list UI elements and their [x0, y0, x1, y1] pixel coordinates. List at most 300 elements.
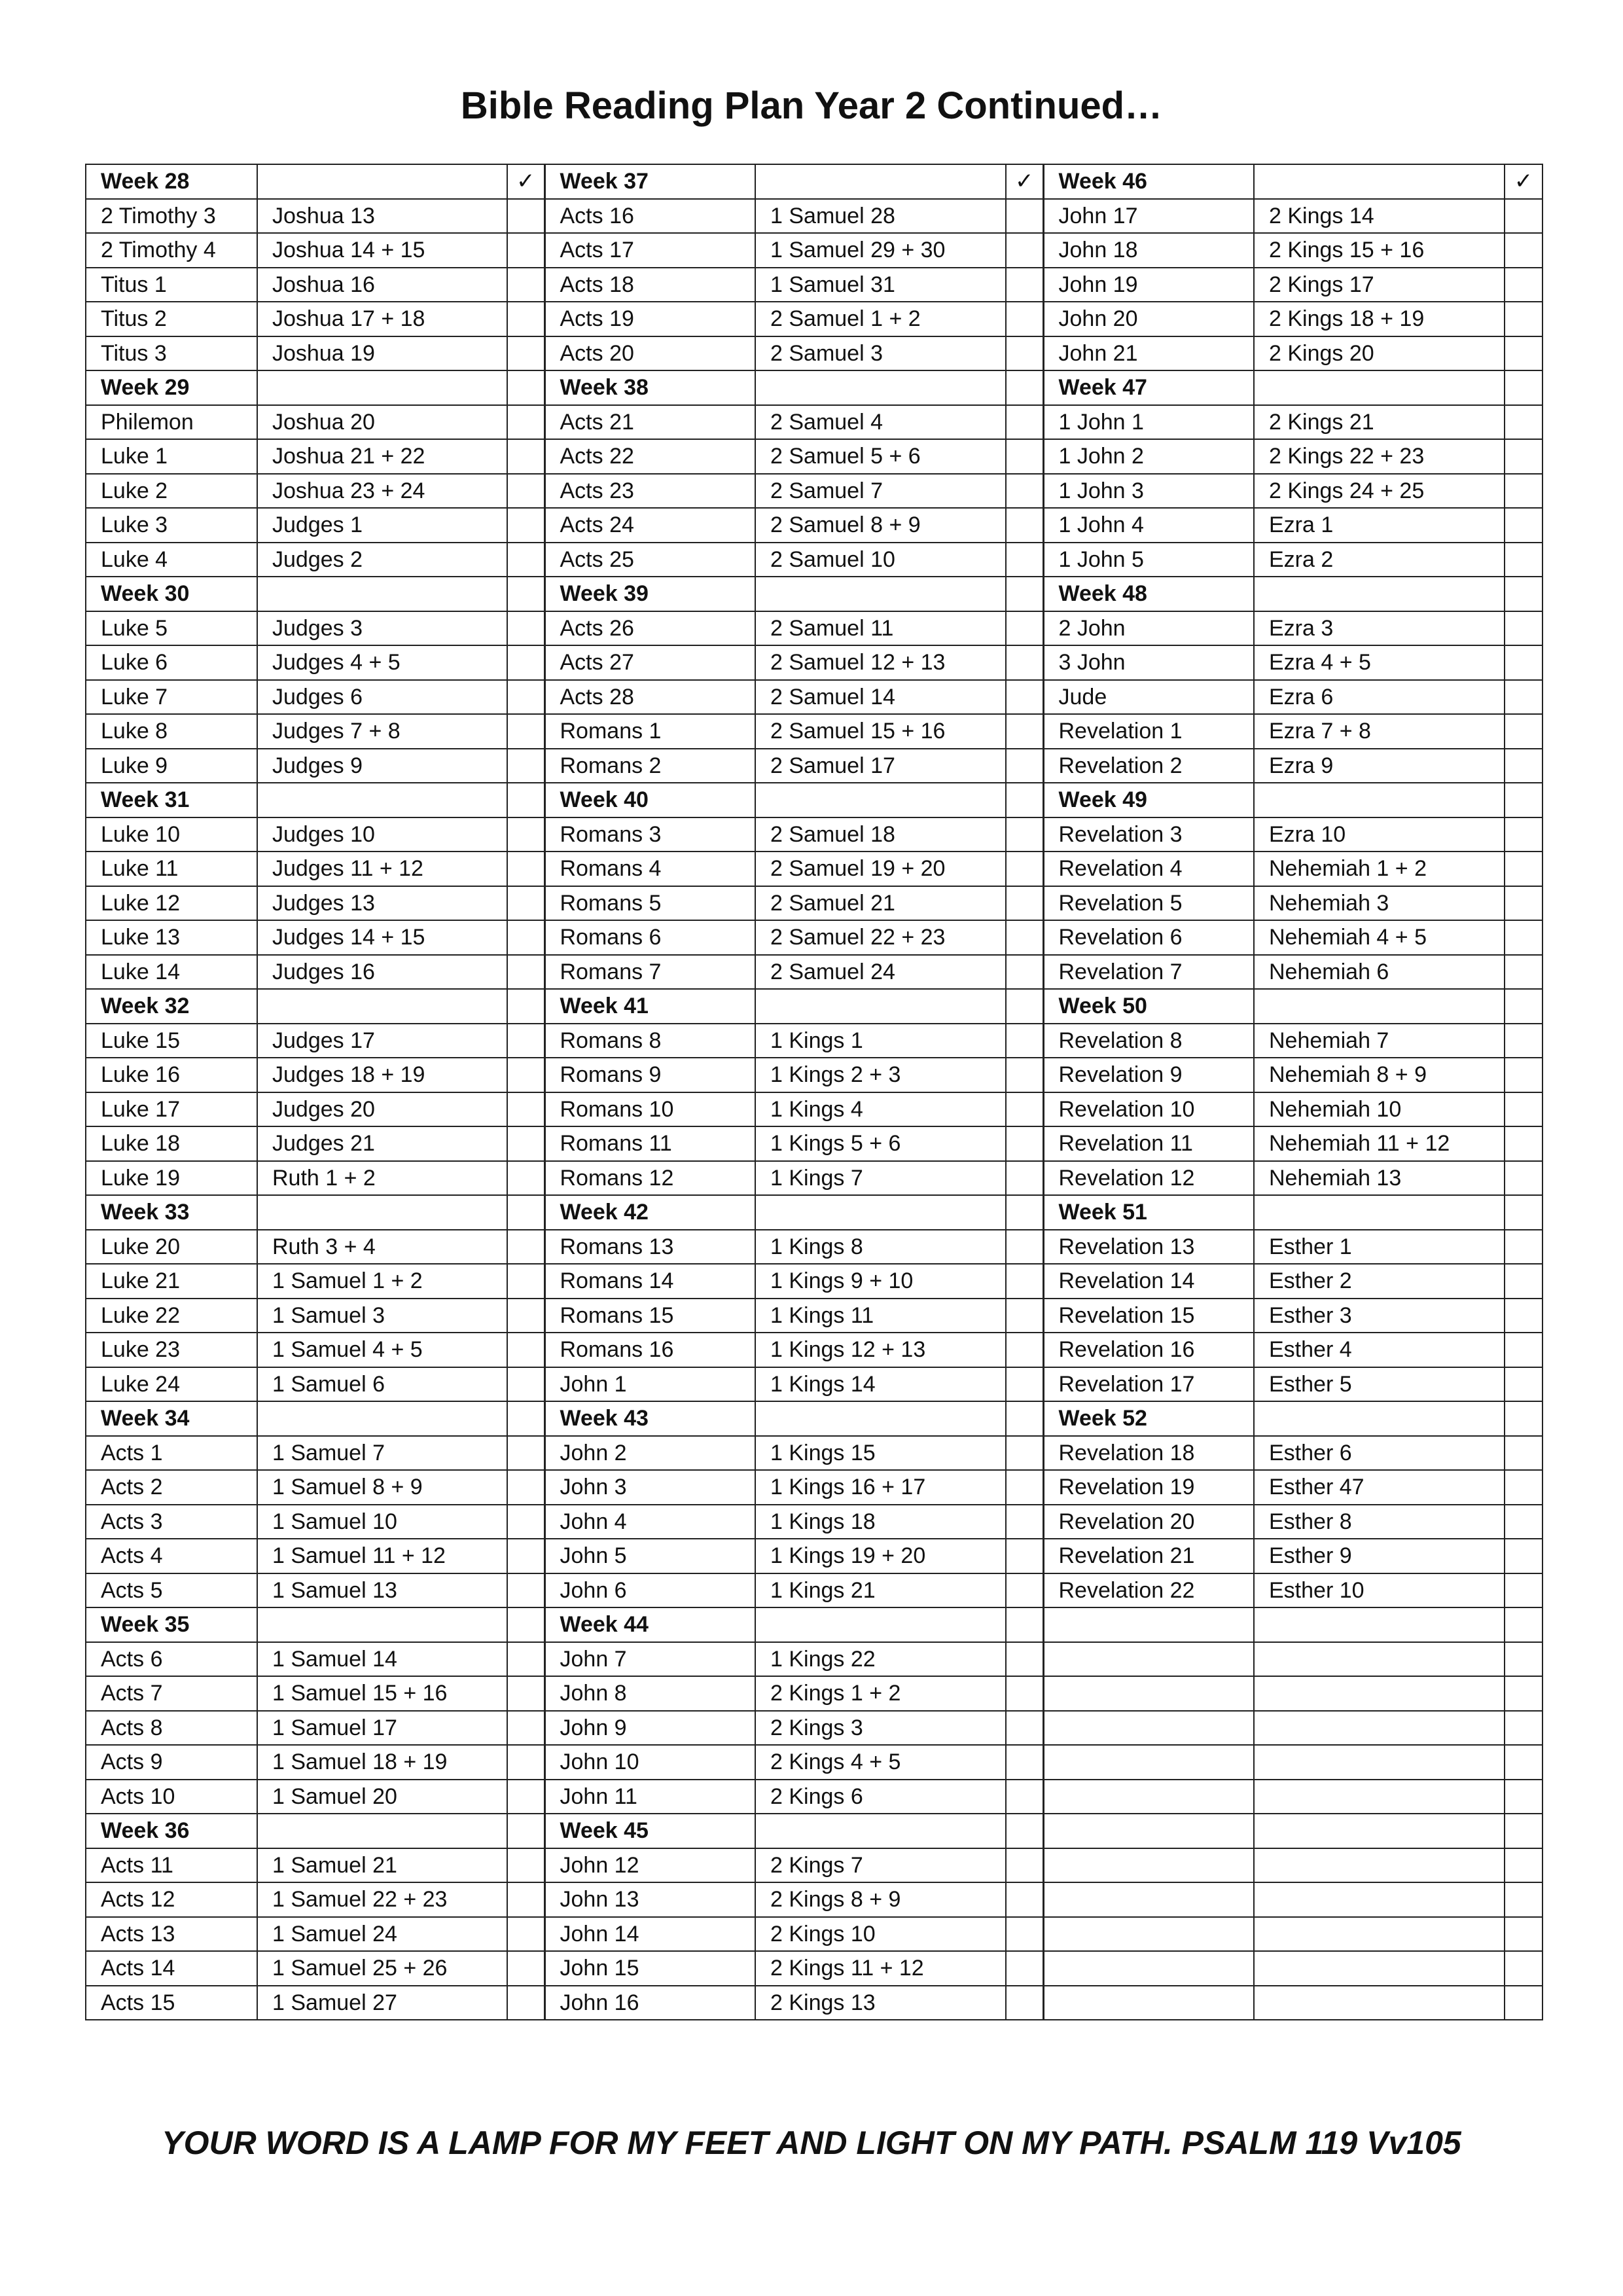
week-label: Week 47	[1043, 370, 1254, 405]
table-row	[86, 1676, 1543, 1711]
check-cell	[507, 1917, 544, 1952]
check-cell	[1006, 405, 1043, 440]
old-testament-reading: 1 Kings 21	[755, 1573, 1006, 1608]
new-testament-reading: Acts 8	[86, 1711, 257, 1746]
check-cell	[1505, 1882, 1543, 1917]
new-testament-reading: John 7	[544, 1642, 755, 1677]
old-testament-reading: Judges 13	[257, 886, 507, 921]
check-cell	[1505, 199, 1543, 234]
table-row	[86, 1230, 1543, 1265]
old-testament-reading: Esther 8	[1254, 1505, 1505, 1539]
check-cell	[507, 1333, 544, 1367]
new-testament-reading: Luke 18	[86, 1126, 257, 1161]
check-cell	[1006, 1745, 1043, 1780]
old-testament-reading: Esther 5	[1254, 1367, 1505, 1402]
check-cell	[1505, 508, 1543, 543]
check-cell	[1006, 1814, 1043, 1848]
empty-cell	[1254, 1642, 1505, 1677]
new-testament-reading: Revelation 20	[1043, 1505, 1254, 1539]
week-label: Week 41	[544, 989, 755, 1024]
old-testament-reading: 2 Kings 21	[1254, 405, 1505, 440]
old-testament-reading: 1 Kings 2 + 3	[755, 1058, 1006, 1092]
old-testament-reading: Nehemiah 1 + 2	[1254, 852, 1505, 886]
new-testament-reading: Acts 3	[86, 1505, 257, 1539]
new-testament-reading: Luke 21	[86, 1264, 257, 1299]
old-testament-reading: 1 Samuel 21	[257, 1848, 507, 1883]
old-testament-reading: 2 Kings 13	[755, 1986, 1006, 2020]
old-testament-reading: 2 Samuel 21	[755, 886, 1006, 921]
new-testament-reading: Philemon	[86, 405, 257, 440]
check-cell	[1505, 1161, 1543, 1196]
check-cell	[1505, 680, 1543, 715]
new-testament-reading: Luke 1	[86, 439, 257, 474]
new-testament-reading: Revelation 13	[1043, 1230, 1254, 1265]
old-testament-reading: Esther 3	[1254, 1299, 1505, 1333]
table-row	[86, 1951, 1543, 1986]
table-row	[86, 1607, 1543, 1642]
old-testament-reading: Ezra 6	[1254, 680, 1505, 715]
new-testament-reading: Revelation 15	[1043, 1299, 1254, 1333]
week-spacer-cell	[257, 783, 507, 817]
new-testament-reading: John 4	[544, 1505, 755, 1539]
week-label: Week 39	[544, 577, 755, 611]
check-cell	[1006, 508, 1043, 543]
new-testament-reading: John 5	[544, 1539, 755, 1573]
check-cell	[1505, 1505, 1543, 1539]
empty-cell	[1043, 1986, 1254, 2020]
new-testament-reading: Luke 8	[86, 714, 257, 749]
new-testament-reading: Acts 26	[544, 611, 755, 646]
new-testament-reading: Luke 16	[86, 1058, 257, 1092]
week-spacer-cell	[1254, 783, 1505, 817]
new-testament-reading: John 9	[544, 1711, 755, 1746]
check-cell	[1505, 955, 1543, 990]
old-testament-reading: 2 Samuel 11	[755, 611, 1006, 646]
check-cell	[507, 1401, 544, 1436]
table-row	[86, 1780, 1543, 1814]
table-row	[86, 577, 1543, 611]
table-row	[86, 268, 1543, 302]
new-testament-reading: 1 John 2	[1043, 439, 1254, 474]
old-testament-reading: Judges 1	[257, 508, 507, 543]
old-testament-reading: 1 Kings 19 + 20	[755, 1539, 1006, 1573]
new-testament-reading: Luke 24	[86, 1367, 257, 1402]
check-cell	[1006, 1195, 1043, 1230]
old-testament-reading: Judges 14 + 15	[257, 920, 507, 955]
check-cell	[1006, 199, 1043, 234]
old-testament-reading: 1 Kings 5 + 6	[755, 1126, 1006, 1161]
check-cell	[507, 1230, 544, 1265]
check-cell	[507, 714, 544, 749]
week-spacer-cell	[1254, 370, 1505, 405]
check-cell	[1505, 645, 1543, 680]
empty-cell	[1043, 1780, 1254, 1814]
week-label: Week 28	[86, 164, 257, 199]
new-testament-reading: 3 John	[1043, 645, 1254, 680]
check-cell	[1006, 749, 1043, 783]
check-cell	[1505, 1780, 1543, 1814]
old-testament-reading: 1 Samuel 28	[755, 199, 1006, 234]
check-cell	[1006, 439, 1043, 474]
table-row	[86, 370, 1543, 405]
old-testament-reading: 2 Kings 14	[1254, 199, 1505, 234]
old-testament-reading: 1 Kings 14	[755, 1367, 1006, 1402]
empty-cell	[1254, 1745, 1505, 1780]
new-testament-reading: Luke 13	[86, 920, 257, 955]
old-testament-reading: Joshua 13	[257, 199, 507, 234]
empty-cell	[1254, 1814, 1505, 1848]
new-testament-reading: Acts 4	[86, 1539, 257, 1573]
check-cell	[1006, 611, 1043, 646]
check-cell	[1006, 852, 1043, 886]
old-testament-reading: 2 Samuel 22 + 23	[755, 920, 1006, 955]
check-cell	[1505, 1401, 1543, 1436]
old-testament-reading: 1 Samuel 15 + 16	[257, 1676, 507, 1711]
old-testament-reading: 2 Kings 10	[755, 1917, 1006, 1952]
old-testament-reading: 1 Kings 16 + 17	[755, 1470, 1006, 1505]
check-cell	[507, 233, 544, 268]
table-row	[86, 817, 1543, 852]
old-testament-reading: 1 Samuel 22 + 23	[257, 1882, 507, 1917]
new-testament-reading: Romans 9	[544, 1058, 755, 1092]
old-testament-reading: 2 Samuel 8 + 9	[755, 508, 1006, 543]
check-cell	[507, 1024, 544, 1058]
week-spacer-cell	[257, 577, 507, 611]
new-testament-reading: Luke 3	[86, 508, 257, 543]
table-row	[86, 852, 1543, 886]
week-label: Week 51	[1043, 1195, 1254, 1230]
week-label: Week 42	[544, 1195, 755, 1230]
check-cell	[1505, 611, 1543, 646]
week-spacer-cell	[755, 164, 1006, 199]
old-testament-reading: 1 Samuel 4 + 5	[257, 1333, 507, 1367]
check-cell	[1006, 817, 1043, 852]
new-testament-reading: Romans 16	[544, 1333, 755, 1367]
check-cell	[1505, 920, 1543, 955]
old-testament-reading: 2 Samuel 4	[755, 405, 1006, 440]
check-cell	[1505, 1711, 1543, 1746]
check-cell	[507, 1848, 544, 1883]
new-testament-reading: Revelation 22	[1043, 1573, 1254, 1608]
old-testament-reading: 1 Samuel 20	[257, 1780, 507, 1814]
old-testament-reading: Joshua 21 + 22	[257, 439, 507, 474]
table-row	[86, 955, 1543, 990]
check-cell	[1006, 783, 1043, 817]
check-cell	[1006, 714, 1043, 749]
new-testament-reading: John 16	[544, 1986, 755, 2020]
new-testament-reading: Acts 18	[544, 268, 755, 302]
check-cell	[507, 611, 544, 646]
week-label: Week 44	[544, 1607, 755, 1642]
old-testament-reading: Judges 9	[257, 749, 507, 783]
week-spacer-cell	[257, 1814, 507, 1848]
old-testament-reading: Judges 3	[257, 611, 507, 646]
old-testament-reading: 1 Samuel 25 + 26	[257, 1951, 507, 1986]
week-spacer-cell	[755, 370, 1006, 405]
check-cell	[507, 405, 544, 440]
new-testament-reading: Revelation 7	[1043, 955, 1254, 990]
old-testament-reading: 2 Samuel 15 + 16	[755, 714, 1006, 749]
new-testament-reading: Revelation 3	[1043, 817, 1254, 852]
old-testament-reading: 2 Kings 3	[755, 1711, 1006, 1746]
new-testament-reading: Revelation 12	[1043, 1161, 1254, 1196]
check-cell	[1505, 233, 1543, 268]
empty-cell	[1043, 1745, 1254, 1780]
old-testament-reading: Judges 11 + 12	[257, 852, 507, 886]
week-spacer-cell	[755, 1401, 1006, 1436]
table-row	[86, 1264, 1543, 1299]
check-cell	[1505, 1333, 1543, 1367]
week-spacer-cell	[755, 989, 1006, 1024]
old-testament-reading: Joshua 17 + 18	[257, 302, 507, 336]
check-cell	[1006, 989, 1043, 1024]
new-testament-reading: Revelation 19	[1043, 1470, 1254, 1505]
new-testament-reading: Romans 10	[544, 1092, 755, 1127]
new-testament-reading: Luke 10	[86, 817, 257, 852]
table-row	[86, 1917, 1543, 1952]
new-testament-reading: Luke 12	[86, 886, 257, 921]
week-label: Week 49	[1043, 783, 1254, 817]
new-testament-reading: John 21	[1043, 336, 1254, 371]
table-row	[86, 749, 1543, 783]
new-testament-reading: Revelation 17	[1043, 1367, 1254, 1402]
week-spacer-cell	[257, 370, 507, 405]
check-cell	[1505, 783, 1543, 817]
check-cell	[1006, 474, 1043, 509]
old-testament-reading: Esther 6	[1254, 1436, 1505, 1471]
empty-cell	[1254, 1882, 1505, 1917]
new-testament-reading: Luke 14	[86, 955, 257, 990]
new-testament-reading: John 14	[544, 1917, 755, 1952]
old-testament-reading: 2 Samuel 14	[755, 680, 1006, 715]
new-testament-reading: Acts 13	[86, 1917, 257, 1952]
new-testament-reading: Acts 12	[86, 1882, 257, 1917]
check-cell	[1006, 1126, 1043, 1161]
table-row	[86, 1711, 1543, 1746]
old-testament-reading: 1 Kings 1	[755, 1024, 1006, 1058]
empty-cell	[1043, 1676, 1254, 1711]
check-cell	[1006, 370, 1043, 405]
old-testament-reading: 1 Samuel 13	[257, 1573, 507, 1608]
new-testament-reading: John 20	[1043, 302, 1254, 336]
new-testament-reading: 1 John 3	[1043, 474, 1254, 509]
check-cell	[1505, 1986, 1543, 2020]
new-testament-reading: Acts 28	[544, 680, 755, 715]
old-testament-reading: 2 Kings 24 + 25	[1254, 474, 1505, 509]
old-testament-reading: 1 Kings 18	[755, 1505, 1006, 1539]
check-cell	[507, 955, 544, 990]
old-testament-reading: Ruth 1 + 2	[257, 1161, 507, 1196]
old-testament-reading: Esther 4	[1254, 1333, 1505, 1367]
old-testament-reading: 1 Samuel 27	[257, 1986, 507, 2020]
old-testament-reading: Nehemiah 10	[1254, 1092, 1505, 1127]
week-spacer-cell	[257, 1607, 507, 1642]
check-cell	[1505, 1264, 1543, 1299]
old-testament-reading: 1 Samuel 1 + 2	[257, 1264, 507, 1299]
week-spacer-cell	[257, 989, 507, 1024]
old-testament-reading: Esther 9	[1254, 1539, 1505, 1573]
new-testament-reading: Luke 23	[86, 1333, 257, 1367]
week-spacer-cell	[257, 1195, 507, 1230]
table-row	[86, 989, 1543, 1024]
check-cell	[1505, 749, 1543, 783]
new-testament-reading: John 10	[544, 1745, 755, 1780]
check-cell	[1006, 1470, 1043, 1505]
check-cell	[1505, 1230, 1543, 1265]
new-testament-reading: Romans 4	[544, 852, 755, 886]
week-label: Week 36	[86, 1814, 257, 1848]
week-label: Week 38	[544, 370, 755, 405]
check-cell	[507, 989, 544, 1024]
table-row	[86, 199, 1543, 234]
check-cell	[1505, 852, 1543, 886]
week-label: Week 33	[86, 1195, 257, 1230]
old-testament-reading: Judges 2	[257, 543, 507, 577]
new-testament-reading: John 18	[1043, 233, 1254, 268]
new-testament-reading: Acts 2	[86, 1470, 257, 1505]
table-row	[86, 783, 1543, 817]
new-testament-reading: Jude	[1043, 680, 1254, 715]
check-cell	[507, 645, 544, 680]
old-testament-reading: Judges 4 + 5	[257, 645, 507, 680]
new-testament-reading: Acts 7	[86, 1676, 257, 1711]
empty-cell	[1254, 1986, 1505, 2020]
empty-cell	[1043, 1642, 1254, 1677]
old-testament-reading: 2 Samuel 10	[755, 543, 1006, 577]
old-testament-reading: Joshua 23 + 24	[257, 474, 507, 509]
new-testament-reading: John 3	[544, 1470, 755, 1505]
new-testament-reading: John 17	[1043, 199, 1254, 234]
new-testament-reading: Acts 14	[86, 1951, 257, 1986]
week-label: Week 32	[86, 989, 257, 1024]
old-testament-reading: 2 Samuel 5 + 6	[755, 439, 1006, 474]
check-cell	[1006, 1436, 1043, 1471]
new-testament-reading: Luke 2	[86, 474, 257, 509]
new-testament-reading: Acts 5	[86, 1573, 257, 1608]
new-testament-reading: Luke 5	[86, 611, 257, 646]
check-cell	[1006, 1848, 1043, 1883]
check-mark: ✓	[507, 164, 544, 199]
new-testament-reading: Luke 7	[86, 680, 257, 715]
check-cell	[1505, 1126, 1543, 1161]
table-row	[86, 1333, 1543, 1367]
check-cell	[507, 439, 544, 474]
old-testament-reading: Ezra 10	[1254, 817, 1505, 852]
table-row	[86, 1126, 1543, 1161]
check-cell	[507, 1505, 544, 1539]
empty-cell	[1043, 1951, 1254, 1986]
check-cell	[1006, 1505, 1043, 1539]
check-cell	[1505, 1195, 1543, 1230]
new-testament-reading: 2 Timothy 4	[86, 233, 257, 268]
new-testament-reading: Acts 1	[86, 1436, 257, 1471]
check-cell	[507, 1058, 544, 1092]
check-cell	[507, 1470, 544, 1505]
empty-cell	[1254, 1848, 1505, 1883]
check-cell	[507, 1951, 544, 1986]
check-cell	[1006, 1299, 1043, 1333]
old-testament-reading: Nehemiah 7	[1254, 1024, 1505, 1058]
check-cell	[507, 886, 544, 921]
new-testament-reading: Revelation 9	[1043, 1058, 1254, 1092]
empty-cell	[1043, 1848, 1254, 1883]
check-cell	[1505, 1607, 1543, 1642]
new-testament-reading: Acts 11	[86, 1848, 257, 1883]
check-cell	[1006, 1780, 1043, 1814]
check-cell	[507, 543, 544, 577]
table-row	[86, 1024, 1543, 1058]
new-testament-reading: Revelation 4	[1043, 852, 1254, 886]
table-row	[86, 1470, 1543, 1505]
check-cell	[1006, 1264, 1043, 1299]
old-testament-reading: 2 Samuel 12 + 13	[755, 645, 1006, 680]
check-cell	[1505, 1367, 1543, 1402]
old-testament-reading: Nehemiah 8 + 9	[1254, 1058, 1505, 1092]
old-testament-reading: 1 Samuel 17	[257, 1711, 507, 1746]
old-testament-reading: 1 Samuel 8 + 9	[257, 1470, 507, 1505]
week-label: Week 35	[86, 1607, 257, 1642]
new-testament-reading: Revelation 2	[1043, 749, 1254, 783]
table-row	[86, 302, 1543, 336]
new-testament-reading: Luke 11	[86, 852, 257, 886]
table-row	[86, 886, 1543, 921]
check-mark: ✓	[1505, 164, 1543, 199]
check-cell	[1006, 1024, 1043, 1058]
new-testament-reading: Revelation 6	[1043, 920, 1254, 955]
table-row	[86, 1505, 1543, 1539]
check-cell	[1505, 1917, 1543, 1952]
new-testament-reading: Acts 27	[544, 645, 755, 680]
check-cell	[507, 783, 544, 817]
new-testament-reading: Revelation 21	[1043, 1539, 1254, 1573]
check-cell	[507, 199, 544, 234]
table-row	[86, 508, 1543, 543]
check-cell	[1505, 886, 1543, 921]
week-label: Week 50	[1043, 989, 1254, 1024]
old-testament-reading: Ezra 9	[1254, 749, 1505, 783]
new-testament-reading: John 2	[544, 1436, 755, 1471]
week-label: Week 29	[86, 370, 257, 405]
old-testament-reading: 2 Kings 8 + 9	[755, 1882, 1006, 1917]
old-testament-reading: 1 Samuel 18 + 19	[257, 1745, 507, 1780]
table-row	[86, 1642, 1543, 1677]
old-testament-reading: Nehemiah 3	[1254, 886, 1505, 921]
old-testament-reading: 2 Samuel 7	[755, 474, 1006, 509]
check-cell	[1006, 302, 1043, 336]
check-cell	[1505, 577, 1543, 611]
check-cell	[1505, 714, 1543, 749]
check-cell	[507, 1676, 544, 1711]
check-cell	[1505, 1470, 1543, 1505]
old-testament-reading: Judges 6	[257, 680, 507, 715]
check-cell	[507, 1780, 544, 1814]
old-testament-reading: 1 Samuel 29 + 30	[755, 233, 1006, 268]
check-cell	[1505, 370, 1543, 405]
table-row	[86, 1539, 1543, 1573]
check-cell	[1505, 1573, 1543, 1608]
old-testament-reading: 2 Samuel 24	[755, 955, 1006, 990]
table-row	[86, 611, 1543, 646]
week-label: Week 43	[544, 1401, 755, 1436]
check-cell	[1505, 1299, 1543, 1333]
old-testament-reading: 2 Kings 17	[1254, 268, 1505, 302]
old-testament-reading: 1 Samuel 10	[257, 1505, 507, 1539]
empty-cell	[1254, 1917, 1505, 1952]
check-cell	[507, 1573, 544, 1608]
new-testament-reading: Romans 1	[544, 714, 755, 749]
empty-cell	[1043, 1607, 1254, 1642]
check-cell	[507, 1642, 544, 1677]
